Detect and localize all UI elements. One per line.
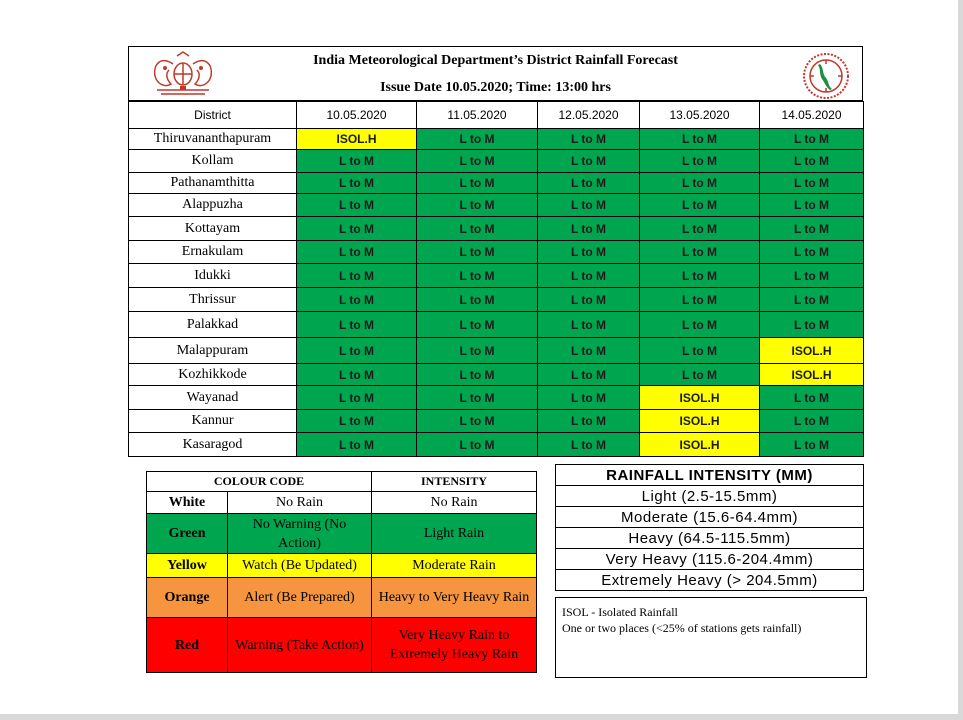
colour-row-green	[147, 514, 537, 554]
forecast-cell: L to M	[538, 288, 640, 312]
forecast-cell: L to M	[760, 173, 864, 194]
district-row	[129, 338, 864, 364]
colour-intensity: Light Rain	[372, 514, 537, 554]
window-edge-right	[958, 0, 963, 720]
forecast-cell: ISOL.H	[297, 129, 417, 150]
forecast-cell: L to M	[538, 312, 640, 338]
forecast-header-row	[129, 102, 864, 129]
district-row	[129, 194, 864, 217]
isol-note	[555, 597, 867, 678]
colour-code-header: COLOUR CODE	[147, 472, 372, 492]
forecast-cell: L to M	[417, 194, 538, 217]
forecast-cell: L to M	[297, 312, 417, 338]
forecast-cell: L to M	[297, 338, 417, 364]
forecast-cell: L to M	[297, 410, 417, 433]
intensity-row: Extremely Heavy (> 204.5mm)	[556, 570, 864, 591]
date-column-header: 10.05.2020	[297, 102, 417, 129]
district-row	[129, 264, 864, 288]
date-column-header: 11.05.2020	[417, 102, 538, 129]
district-name: Ernakulam	[129, 241, 297, 264]
date-column-header: 13.05.2020	[640, 102, 760, 129]
forecast-cell: L to M	[538, 194, 640, 217]
forecast-cell: L to M	[640, 194, 760, 217]
date-column-header: 14.05.2020	[760, 102, 864, 129]
colour-name: Orange	[147, 578, 228, 618]
forecast-cell: L to M	[417, 129, 538, 150]
colour-code-table	[146, 471, 537, 673]
forecast-cell: L to M	[297, 241, 417, 264]
colour-meaning: Alert (Be Prepared)	[228, 578, 372, 618]
district-name: Kasaragod	[129, 433, 297, 457]
forecast-cell: L to M	[538, 241, 640, 264]
district-row	[129, 217, 864, 241]
forecast-cell: L to M	[538, 386, 640, 410]
colour-row-white	[147, 492, 537, 514]
colour-intensity: No Rain	[372, 492, 537, 514]
district-row	[129, 173, 864, 194]
colour-row-orange	[147, 578, 537, 618]
district-name: Kollam	[129, 150, 297, 173]
district-name: Kottayam	[129, 217, 297, 241]
forecast-cell: L to M	[760, 410, 864, 433]
intensity-row: Moderate (15.6-64.4mm)	[556, 507, 864, 528]
district-name: Kannur	[129, 410, 297, 433]
forecast-cell: L to M	[417, 386, 538, 410]
forecast-cell: L to M	[297, 386, 417, 410]
colour-row-yellow	[147, 554, 537, 578]
forecast-cell: L to M	[417, 410, 538, 433]
rainfall-intensity-table	[555, 464, 864, 591]
district-name: Kozhikkode	[129, 364, 297, 386]
forecast-cell: L to M	[640, 241, 760, 264]
forecast-cell: L to M	[297, 194, 417, 217]
imd-seal-icon	[802, 52, 850, 100]
forecast-cell: L to M	[760, 386, 864, 410]
forecast-cell: L to M	[417, 264, 538, 288]
forecast-cell: L to M	[297, 433, 417, 457]
colour-name: Yellow	[147, 554, 228, 578]
colour-meaning: Watch (Be Updated)	[228, 554, 372, 578]
district-row	[129, 241, 864, 264]
district-row	[129, 312, 864, 338]
forecast-cell: L to M	[640, 312, 760, 338]
report-header	[128, 46, 863, 101]
forecast-cell: L to M	[417, 241, 538, 264]
forecast-cell: ISOL.H	[640, 433, 760, 457]
forecast-cell: L to M	[417, 364, 538, 386]
district-name: Palakkad	[129, 312, 297, 338]
forecast-cell: L to M	[538, 217, 640, 241]
forecast-cell: L to M	[297, 264, 417, 288]
forecast-cell: L to M	[760, 288, 864, 312]
colour-meaning: No Rain	[228, 492, 372, 514]
forecast-cell: L to M	[538, 364, 640, 386]
intensity-header: INTENSITY	[372, 472, 537, 492]
forecast-cell: L to M	[760, 150, 864, 173]
forecast-cell: L to M	[538, 150, 640, 173]
forecast-cell: L to M	[297, 288, 417, 312]
district-row	[129, 150, 864, 173]
district-row	[129, 129, 864, 150]
forecast-cell: L to M	[760, 433, 864, 457]
forecast-cell: L to M	[538, 410, 640, 433]
intensity-row: Light (2.5-15.5mm)	[556, 486, 864, 507]
forecast-cell: L to M	[640, 264, 760, 288]
forecast-cell: L to M	[760, 217, 864, 241]
forecast-cell: L to M	[640, 364, 760, 386]
forecast-cell: L to M	[538, 433, 640, 457]
forecast-cell: L to M	[760, 129, 864, 150]
colour-name: White	[147, 492, 228, 514]
district-name: Malappuram	[129, 338, 297, 364]
forecast-cell: L to M	[417, 433, 538, 457]
forecast-cell: L to M	[417, 173, 538, 194]
issue-date: Issue Date 10.05.2020; Time: 13:00 hrs	[380, 80, 611, 95]
forecast-cell: L to M	[640, 173, 760, 194]
colour-row-red	[147, 618, 537, 673]
district-name: Idukki	[129, 264, 297, 288]
colour-name: Green	[147, 514, 228, 554]
district-name: Thrissur	[129, 288, 297, 312]
forecast-cell: ISOL.H	[640, 386, 760, 410]
district-row	[129, 410, 864, 433]
rainfall-intensity-title: RAINFALL INTENSITY (MM)	[556, 465, 864, 486]
district-forecast-table	[128, 101, 864, 457]
forecast-cell: L to M	[640, 129, 760, 150]
forecast-cell: ISOL.H	[760, 364, 864, 386]
forecast-cell: L to M	[760, 241, 864, 264]
forecast-cell: L to M	[538, 173, 640, 194]
forecast-cell: L to M	[297, 217, 417, 241]
forecast-cell: L to M	[760, 312, 864, 338]
district-row	[129, 433, 864, 457]
forecast-cell: L to M	[640, 150, 760, 173]
forecast-cell: L to M	[417, 217, 538, 241]
district-row	[129, 288, 864, 312]
colour-intensity: Moderate Rain	[372, 554, 537, 578]
colour-intensity: Very Heavy Rain to Extremely Heavy Rain	[372, 618, 537, 673]
intensity-row: Heavy (64.5-115.5mm)	[556, 528, 864, 549]
forecast-cell: L to M	[640, 288, 760, 312]
window-edge-bottom	[0, 714, 963, 720]
intensity-row: Very Heavy (115.6-204.4mm)	[556, 549, 864, 570]
district-name: Wayanad	[129, 386, 297, 410]
forecast-cell: ISOL.H	[760, 338, 864, 364]
forecast-cell: L to M	[297, 173, 417, 194]
forecast-cell: L to M	[538, 338, 640, 364]
forecast-cell: L to M	[538, 129, 640, 150]
district-name: Thiruvananthapuram	[129, 129, 297, 150]
district-name: Alappuzha	[129, 194, 297, 217]
note-line: ISOL - Isolated Rainfall	[562, 605, 678, 619]
date-column-header: 12.05.2020	[538, 102, 640, 129]
note-line: One or two places (<25% of stations gets rainfall)	[562, 621, 802, 635]
forecast-cell: L to M	[538, 264, 640, 288]
colour-meaning: Warning (Take Action)	[228, 618, 372, 673]
report-title: India Meteorological Department’s District Rainfall Forecast	[313, 53, 678, 68]
forecast-cell: L to M	[760, 194, 864, 217]
forecast-cell: L to M	[297, 364, 417, 386]
colour-intensity: Heavy to Very Heavy Rain	[372, 578, 537, 618]
forecast-cell: L to M	[640, 217, 760, 241]
district-row	[129, 386, 864, 410]
forecast-cell: L to M	[417, 150, 538, 173]
forecast-cell: L to M	[417, 312, 538, 338]
colour-meaning: No Warning (No Action)	[228, 514, 372, 554]
district-row	[129, 364, 864, 386]
forecast-cell: L to M	[417, 338, 538, 364]
district-name: Pathanamthitta	[129, 173, 297, 194]
district-column-header: District	[129, 102, 297, 129]
forecast-cell: L to M	[760, 264, 864, 288]
forecast-cell: L to M	[297, 150, 417, 173]
forecast-cell: L to M	[640, 338, 760, 364]
colour-name: Red	[147, 618, 228, 673]
forecast-cell: L to M	[417, 288, 538, 312]
forecast-cell: ISOL.H	[640, 410, 760, 433]
